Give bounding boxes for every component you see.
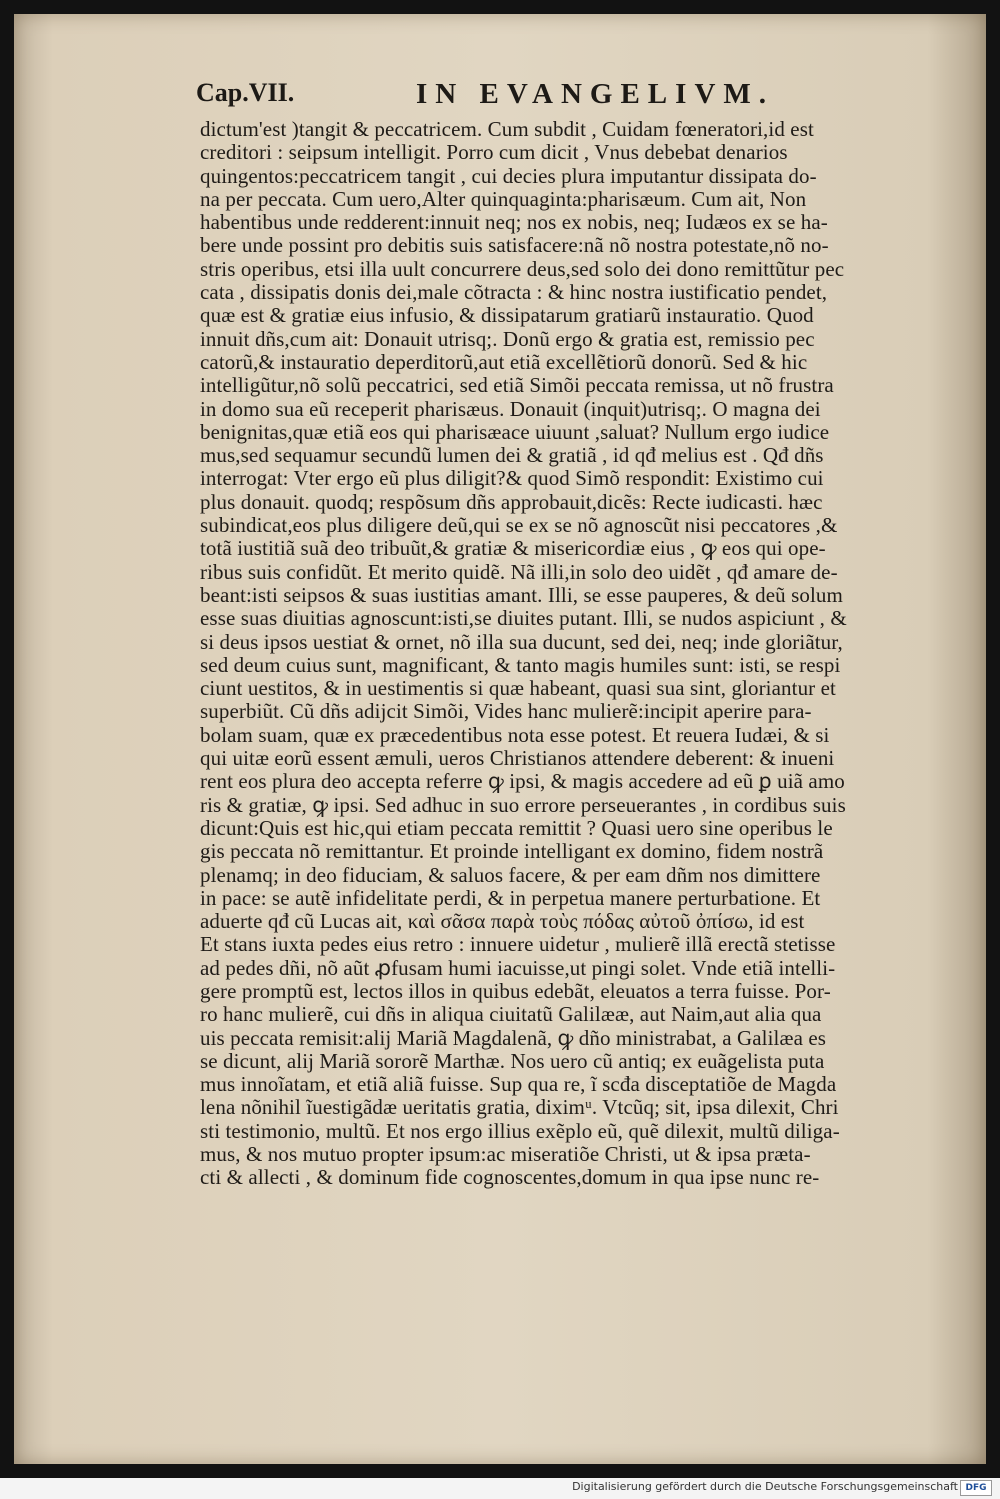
text-line: cata , dissipatis donis dei,male cõtracta : & hinc nostra iustificatio pendet, bbox=[200, 280, 828, 305]
chapter-label: Cap.VII. bbox=[196, 78, 295, 107]
text-line: plus donauit. quodq; respõsum dñs approbauit,dicẽs: Recte iudicasti. hæc bbox=[200, 489, 823, 514]
text-line: rent eos plura deo accepta referre ꝙ ipsi, & magis accedere ad eũ ꝑ uiã amo bbox=[200, 769, 845, 794]
text-line: habentibus unde redderent:innuit neq; nos ex nobis, neq; Iudæos ex se ha- bbox=[200, 210, 828, 235]
text-line: ris & gratiæ, ꝙ ipsi. Sed adhuc in suo errore perseuerantes , in cordibus suis bbox=[200, 792, 846, 817]
text-line: superbiũt. Cũ dñs adijcit Simõi, Vides hanc mulierẽ:incipit aperire para- bbox=[200, 699, 812, 724]
text-line: catorũ,& instauratio deperditorũ,aut etiã excellẽtiorũ donorũ. Sed & hic bbox=[200, 349, 808, 374]
text-line: bere unde possint pro debitis suis satisfacere:nã nõ nostra potestate,nõ no- bbox=[200, 233, 829, 258]
text-line: totã iustitiã suã deo tribuũt,& gratiæ & misericordiæ eius , ꝙ eos qui ope- bbox=[200, 536, 826, 561]
text-line: qui uitæ eorũ essent æmuli, ueros Christianos attendere deberent: & inueni bbox=[200, 746, 835, 771]
text-line: in pace: se autẽ infidelitate perdi, & in perpetua manere perturbatione. Et bbox=[200, 885, 821, 910]
text-line: innuit dñs,cum ait: Donauit utrisq;. Donũ ergo & gratia est, remissio pec bbox=[200, 326, 815, 351]
text-line: si deus ipsos uestiat & ornet, nõ illa sua ducunt, sed dei, neq; inde gloriãtur, bbox=[200, 629, 843, 654]
text-line: mus, & nos mutuo propter ipsum:ac miseratiõe Christi, ut & ipsa præta- bbox=[200, 1142, 811, 1167]
text-line: dictum'est )tangit & peccatricem. Cum subdit , Cuidam fœneratori,id est bbox=[200, 117, 814, 141]
text-line: in domo sua eũ receperit pharisæus. Donauit (inquit)utrisq;. O magna dei bbox=[200, 396, 821, 421]
text-line: ribus suis confidũt. Et merito quidẽ. Nã illi,in solo deo uidẽt , qđ amare de- bbox=[200, 559, 838, 584]
funding-note: Digitalisierung gefördert durch die Deutsche Forschungsgemeinschaft bbox=[572, 1480, 958, 1493]
running-title: IN EVANGELIVM. bbox=[416, 78, 775, 110]
text-line: intelligũtur,nõ solũ peccatrici, sed etiã Simõi peccata remissa, ut nõ frustra bbox=[200, 373, 834, 398]
page-header bbox=[196, 78, 816, 118]
text-line: cti & allecti , & dominum fide cognoscentes,domum in qua ipse nunc re- bbox=[200, 1165, 820, 1190]
text-line: creditori : seipsum intelligit. Porro cum dicit , Vnus debebat denarios bbox=[200, 140, 788, 165]
dfg-logo-icon: DFG bbox=[960, 1480, 992, 1496]
text-line: stris operibus, etsi illa uult concurrere deus,sed solo dei dono remittũtur pec bbox=[200, 256, 845, 281]
text-line: mus,sed sequamur secundũ lumen dei & gratiã , id qđ melius est . Qđ dñs bbox=[200, 443, 824, 468]
text-line: quæ est & gratiæ eius infusio, & dissipatarum gratiarũ instauratio. Quod bbox=[200, 303, 814, 328]
text-line: interrogat: Vter ergo eũ plus diligit?& quod Simõ respondit: Existimo cui bbox=[200, 466, 824, 491]
footer-bar bbox=[0, 1478, 1000, 1499]
text-line: uis peccata remisit:alij Mariã Magdalenã, ꝙ dño ministrabat, a Galilæa es bbox=[200, 1025, 827, 1050]
text-line: bolam suam, quæ ex præcedentibus nota esse potest. Et reuera Iudæi, & si bbox=[200, 722, 830, 747]
text-line: sti testimonio, multũ. Et nos ergo illius exẽplo eũ, quẽ dilexit, multũ diliga- bbox=[200, 1118, 840, 1143]
text-line: gis peccata nõ remittantur. Et proinde intelligant ex domino, fidem nostrã bbox=[200, 839, 824, 864]
text-line: aduerte qđ cũ Lucas ait, καὶ σᾶσα παρὰ τοὺς πόδας αὐτοῦ ὀπίσω, id est bbox=[200, 909, 805, 934]
text-line: dicunt:Quis est hic,qui etiam peccata remittit ? Quasi uero sine operibus le bbox=[200, 815, 833, 840]
text-line: esse suas diuitias agnoscunt:isti,se diuites putant. Illi, se nudos aspiciunt , & bbox=[200, 606, 847, 631]
text-line: Et stans iuxta pedes eius retro : innuere uidetur , mulierẽ illã erectã stetisse bbox=[200, 932, 836, 957]
text-line: gere promptũ est, lectos illos in quibus edebãt, eleuatos a terra fuisse. Por- bbox=[200, 978, 831, 1003]
text-line: quingentos:peccatricem tangit , cui decies plura imputantur dissipata do- bbox=[200, 163, 817, 188]
text-line: beant:isti seipsos & suas iustitias amant. Illi, se esse pauperes, & deũ solum bbox=[200, 582, 843, 607]
text-line: mus innoĩatam, et etiã aliã fuisse. Sup qua re, ĩ scđa disceptatiõe de Magda bbox=[200, 1072, 837, 1097]
text-line: ciunt uestitos, & in uestimentis si quæ habeant, quasi sua sint, gloriantur et bbox=[200, 676, 836, 701]
text-line: sed deum cuius sunt, magnificant, & tanto magis humiles sunt: isti, se respi bbox=[200, 652, 841, 677]
body-text bbox=[200, 118, 940, 1190]
text-line: benignitas,quæ etiã eos qui pharisæace uiuunt ,saluat? Nullum ergo iudice bbox=[200, 419, 830, 444]
text-line: ro hanc mulierẽ, cui dñs in aliqua ciuitatũ Galilææ, aut Naim,aut alia qua bbox=[200, 1002, 822, 1027]
text-line: na per peccata. Cum uero,Alter quinquaginta:pharisæum. Cum ait, Non bbox=[200, 186, 807, 211]
text-line: se dicunt, alij Mariã sororẽ Marthæ. Nos uero cũ antiq; ex euãgelista puta bbox=[200, 1048, 825, 1073]
text-line: plenamq; in deo fiduciam, & saluos facere, & per eam dñm nos dimittere bbox=[200, 862, 821, 887]
text-line: subindicat,eos plus diligere deũ,qui se ex se nõ agnoscũt nisi peccatores ,& bbox=[200, 513, 838, 538]
text-line: ad pedes dñi, nõ aũt ꝓfusam humi iacuisse,ut pingi solet. Vnde etiã intelli- bbox=[200, 955, 836, 980]
text-line: lena nõnihil ĩuestigãdæ ueritatis gratia, diximᵘ. Vtcũq; sit, ipsa dilexit, Chri bbox=[200, 1095, 839, 1120]
